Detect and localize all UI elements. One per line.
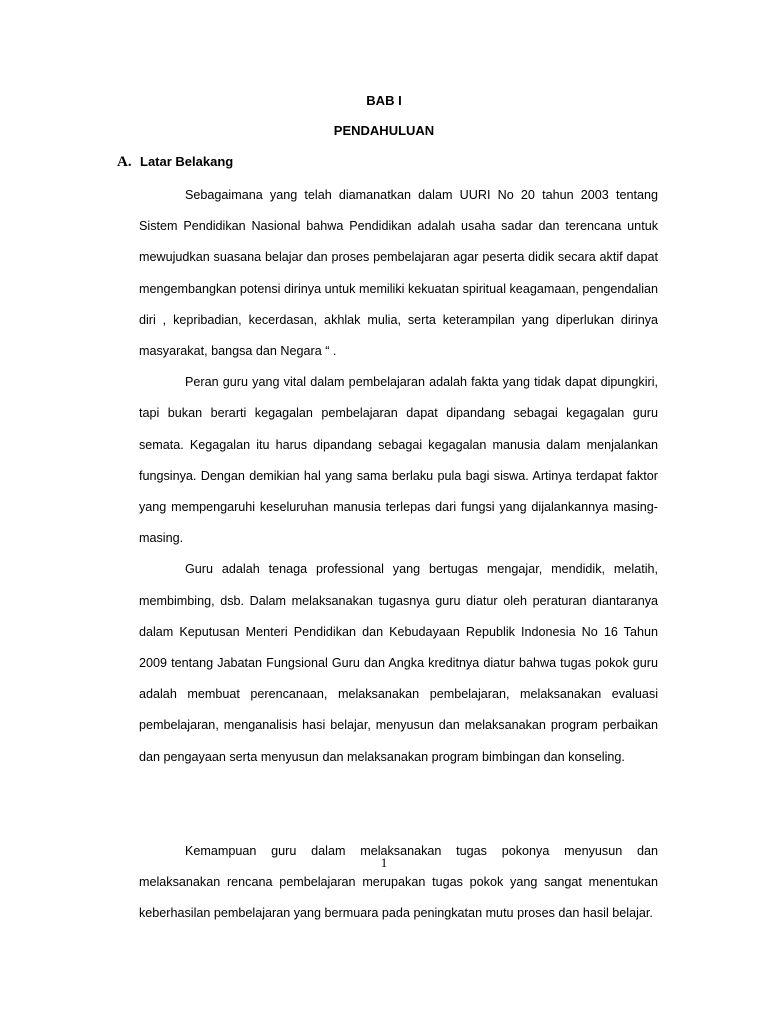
page-number: 1: [380, 855, 388, 870]
section-heading: [117, 154, 233, 171]
paragraph: Kemampuan guru dalam melaksanakan tugas pokonya menyusun dan melaksanakan rencana pembelajaran merupakan tugas pokok yang sangat menentukan keberhasilan pembelajaran yang bermuara pada peningkatan mutu proses dan hasil belajar.: [139, 844, 658, 921]
body-text-continued: [139, 836, 658, 930]
chapter-heading: BAB I: [366, 93, 402, 108]
paragraph: Guru adalah tenaga professional yang bertugas mengajar, mendidik, melatih, membimbing, dsb. Dalam melaksanakan tugasnya guru diatur oleh peraturan diantaranya dalam Keputusan Menteri Pendidikan dan Kebudayaan Republik Indonesia No 16 Tahun 2009 tentang Jabatan Fungsional Guru dan Angka kreditnya diatur bahwa tugas pokok guru adalah membuat perencanaan, melaksanakan pembelajaran, melaksanakan evaluasi pembelajaran, menganalisis hasi belajar, menyusun dan melaksanakan program perbaikan dan pengayaan serta menyusun dan melaksanakan program bimbingan dan konseling.: [139, 562, 658, 764]
chapter-title: PENDAHULUAN: [333, 123, 435, 138]
section-letter: A.: [117, 154, 132, 170]
paragraph: Peran guru yang vital dalam pembelajaran adalah fakta yang tidak dapat dipungkiri, tapi bukan berarti kegagalan pembelajaran dapat dipandang sebagai kegagalan guru semata. Kegagalan itu harus dipandang sebagai kegagalan manusia dalam menjalankan fungsinya. Dengan demikian hal yang sama berlaku pula bagi siswa. Artinya terdapat faktor yang mempengaruhi keseluruhan manusia terlepas dari fungsi yang dijalankannya masing-masing.: [139, 375, 658, 546]
body-text: [139, 180, 658, 773]
paragraph: Sebagaimana yang telah diamanatkan dalam UURI No 20 tahun 2003 tentang Sistem Pendidikan Nasional bahwa Pendidikan adalah usaha sadar dan terencana untuk mewujudkan suasana belajar dan proses pembelajaran agar peserta didik secara aktif dapat mengembangkan potensi dirinya untuk memiliki kekuatan spiritual keagamaan, pengendalian diri , kepribadian, kecerdasan, akhlak mulia, serta keterampilan yang diperlukan dirinya masyarakat, bangsa dan Negara “ .: [139, 188, 658, 359]
section-title: Latar Belakang: [140, 154, 234, 169]
